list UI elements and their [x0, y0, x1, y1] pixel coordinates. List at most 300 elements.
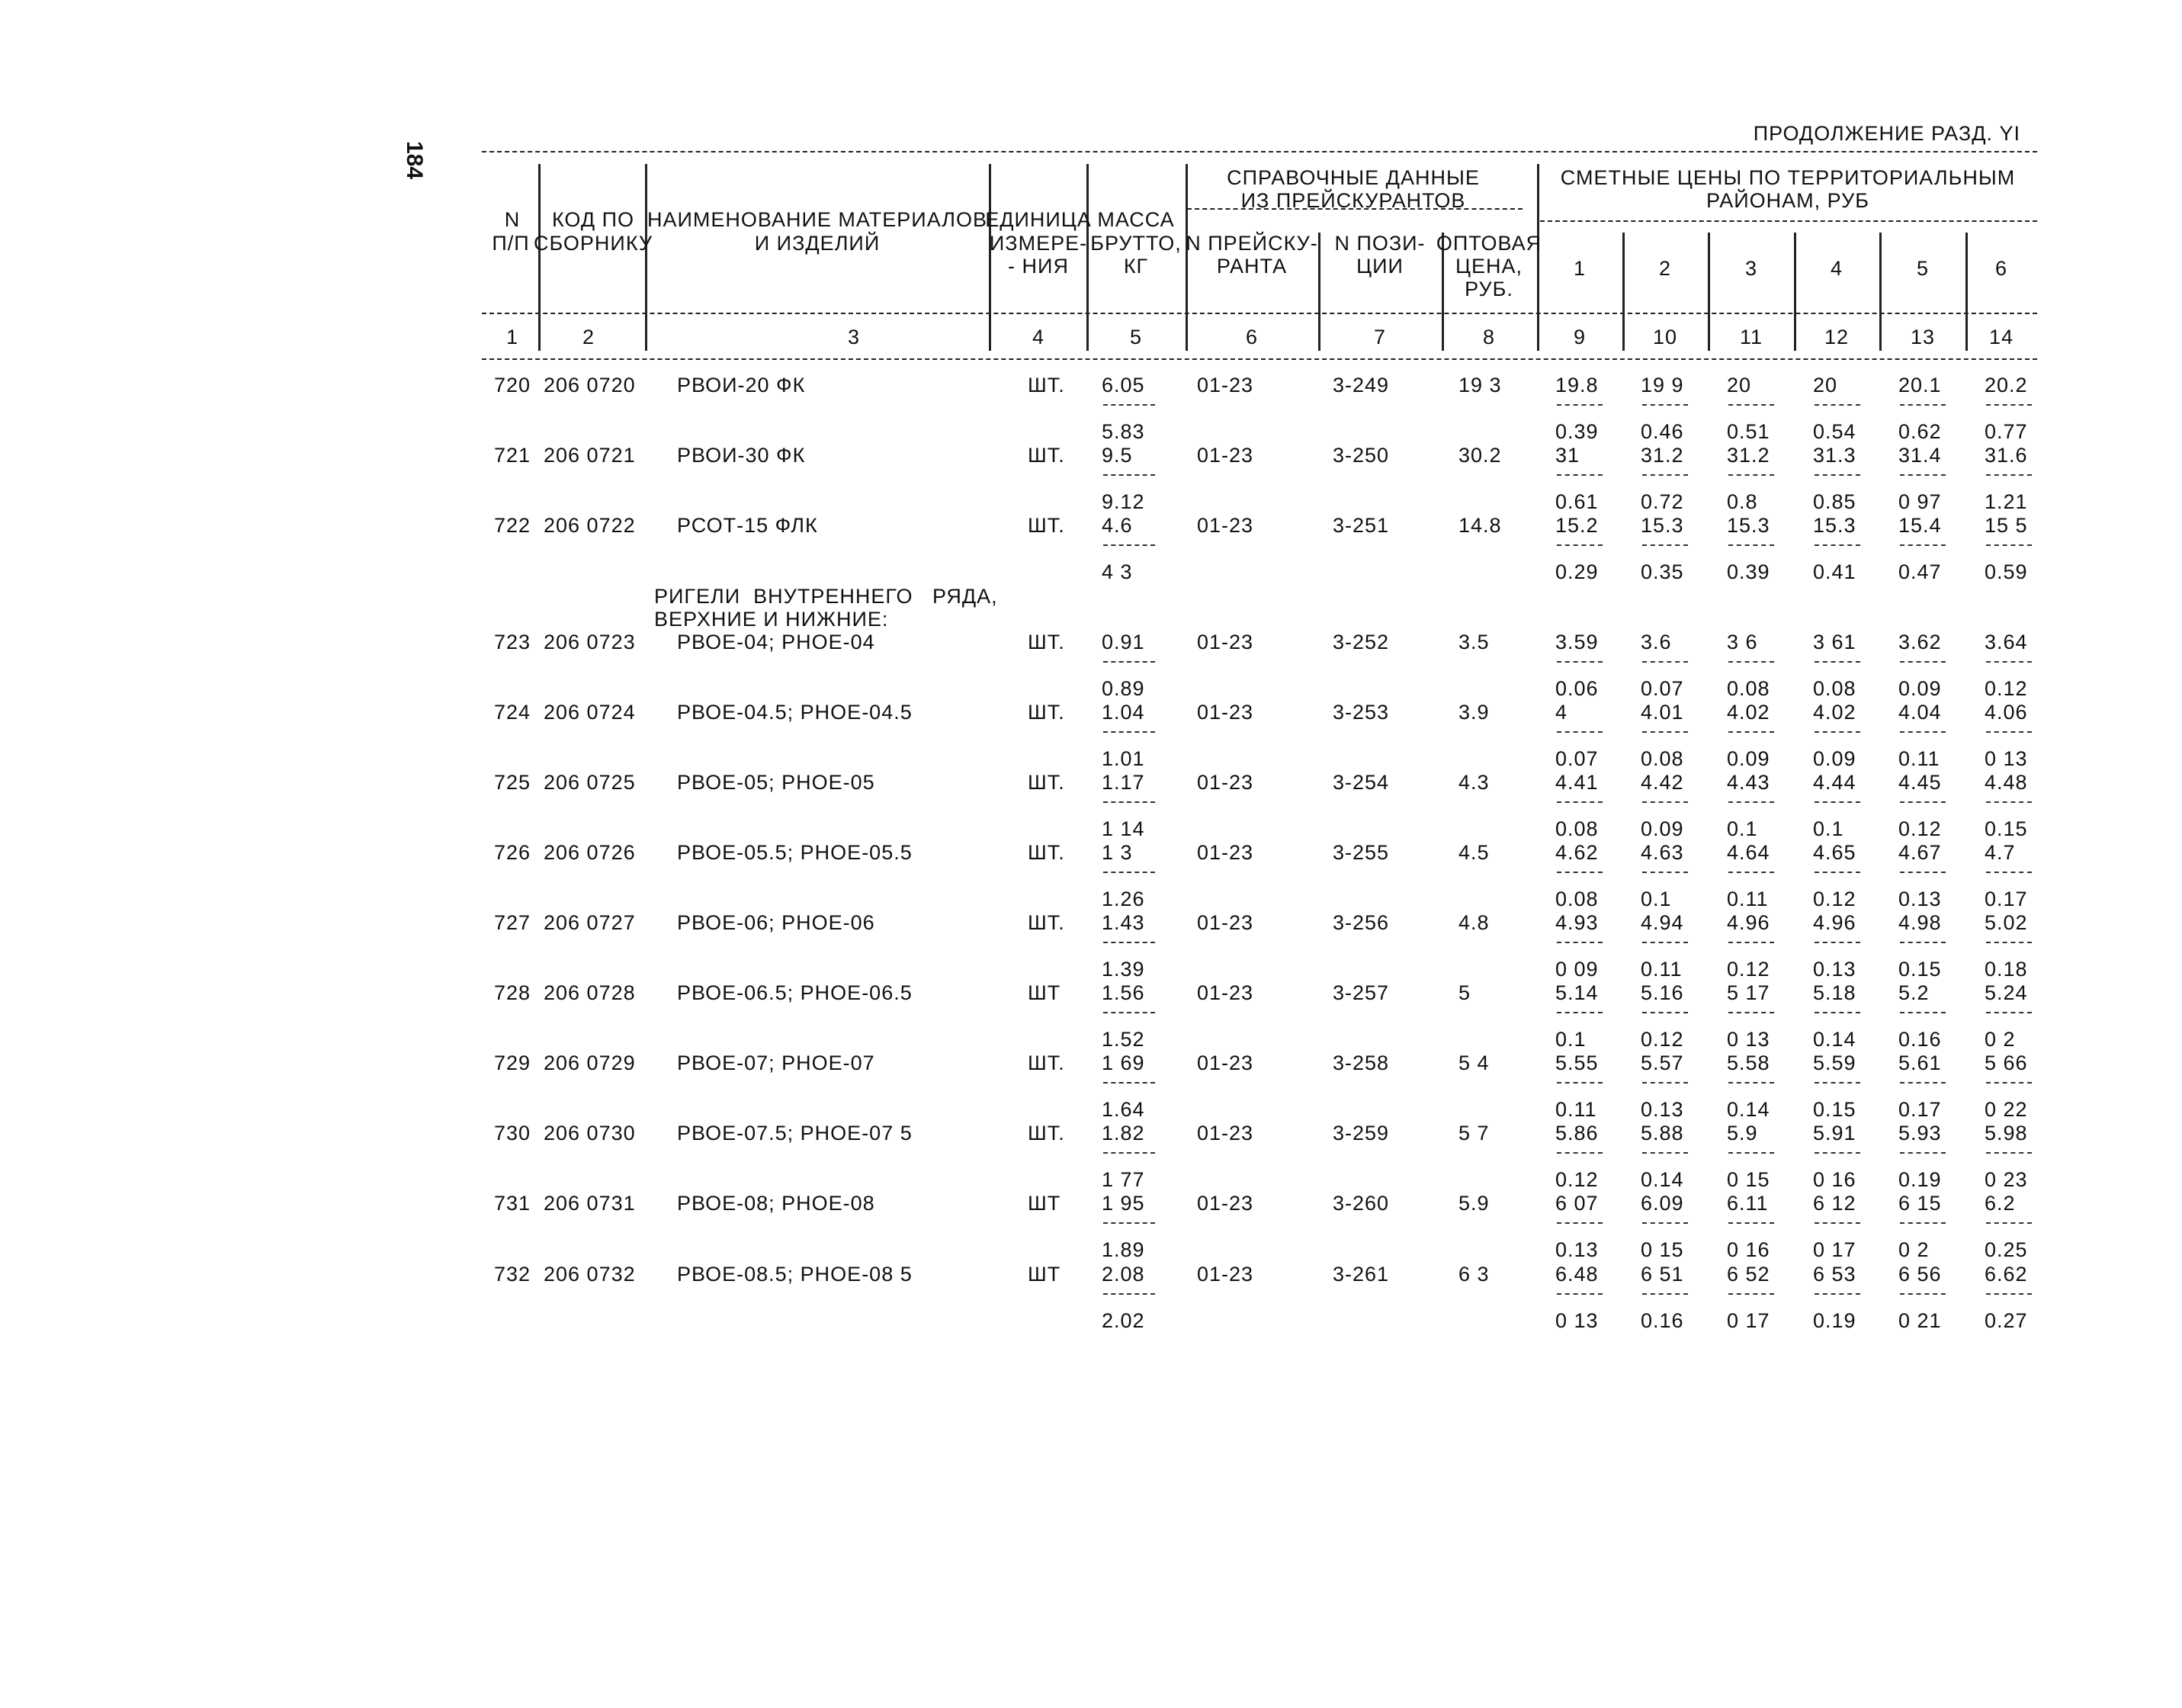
row-estimate-transport: 0.13 — [1555, 1238, 1599, 1261]
price-separator — [1986, 872, 2032, 873]
mass-separator — [1103, 661, 1155, 663]
colnum-7: 7 — [1373, 326, 1387, 348]
row-code: 206 0722 — [544, 514, 636, 537]
header-unit-2: ИЗМЕРЕ- — [989, 232, 1088, 255]
header-pos-2: ЦИИ — [1356, 255, 1404, 278]
row-mass: 4.6 — [1102, 514, 1133, 537]
row-mass-2: 1 77 — [1102, 1168, 1145, 1191]
row-estimate-price: 5.88 — [1641, 1122, 1684, 1145]
price-separator — [1900, 1152, 1946, 1154]
row-mass-2: 1.89 — [1102, 1238, 1145, 1261]
row-estimate-price: 20 — [1727, 374, 1752, 396]
row-estimate-price: 4.44 — [1813, 771, 1856, 794]
row-mass-2: 2.02 — [1102, 1309, 1145, 1332]
row-estimate-transport: 0 09 — [1555, 958, 1599, 981]
row-pricelist: 01-23 — [1197, 1051, 1254, 1074]
row-unit: ШТ. — [1028, 631, 1065, 653]
price-separator — [1815, 872, 1860, 873]
price-separator — [1986, 731, 2032, 733]
row-number: 725 — [494, 771, 531, 794]
row-estimate-transport: 0.07 — [1641, 677, 1684, 700]
row-mass-2: 9.12 — [1102, 490, 1145, 513]
price-separator — [1557, 942, 1603, 943]
mass-separator — [1103, 1293, 1155, 1295]
price-separator — [1900, 801, 1946, 803]
row-estimate-transport: 0 17 — [1813, 1238, 1856, 1261]
colnum-12: 12 — [1824, 326, 1850, 348]
row-estimate-transport: 0.08 — [1555, 888, 1599, 910]
row-estimate-transport: 0 22 — [1985, 1098, 2028, 1121]
row-estimate-price: 3.6 — [1641, 631, 1672, 653]
price-separator — [1642, 1222, 1688, 1224]
row-estimate-price: 6.2 — [1985, 1192, 2016, 1215]
row-mass: 1 3 — [1102, 841, 1133, 864]
row-estimate-transport: 0 16 — [1813, 1168, 1856, 1191]
row-pricelist: 01-23 — [1197, 514, 1254, 537]
header-name-1: НАИМЕНОВАНИЕ МАТЕРИАЛОВ — [647, 208, 988, 231]
row-estimate-transport: 0.11 — [1641, 958, 1683, 981]
row-mass: 1.43 — [1102, 911, 1145, 934]
row-name: РВОЕ-07.5; РНОЕ-07 5 — [677, 1122, 913, 1145]
row-mass-2: 1.64 — [1102, 1098, 1145, 1121]
sep-13 — [1965, 233, 1968, 351]
price-separator — [1642, 872, 1688, 873]
row-estimate-price: 5.98 — [1985, 1122, 2028, 1145]
header-ref-2: ИЗ ПРЕЙСКУРАНТОВ — [1240, 189, 1466, 212]
header-name-2: И ИЗДЕЛИЙ — [754, 232, 881, 255]
row-estimate-price: 6 15 — [1898, 1192, 1942, 1215]
row-mass: 6.05 — [1102, 374, 1145, 396]
price-separator — [1986, 1222, 2032, 1224]
row-estimate-transport: 0.16 — [1898, 1028, 1942, 1051]
row-estimate-transport: 0.1 — [1813, 817, 1844, 840]
row-wholesale-price: 6 3 — [1458, 1263, 1490, 1286]
header-region-4: 4 — [1830, 257, 1843, 280]
price-separator — [1642, 544, 1688, 546]
row-unit: ШТ — [1028, 1263, 1061, 1286]
row-estimate-price: 31.4 — [1898, 444, 1942, 467]
row-estimate-transport: 0.72 — [1641, 490, 1684, 513]
row-pricelist: 01-23 — [1197, 1263, 1254, 1286]
row-mass: 1 69 — [1102, 1051, 1145, 1074]
row-estimate-price: 3.64 — [1985, 631, 2028, 653]
row-estimate-transport: 0.15 — [1898, 958, 1942, 981]
row-estimate-transport: 0.54 — [1813, 420, 1856, 443]
row-mass: 2.08 — [1102, 1263, 1145, 1286]
header-mass-1: МАССА — [1097, 208, 1175, 231]
colnum-3: 3 — [847, 326, 861, 348]
price-separator — [1986, 1082, 2032, 1084]
price-separator — [1557, 1152, 1603, 1154]
price-separator — [1557, 1222, 1603, 1224]
row-estimate-price: 3.62 — [1898, 631, 1942, 653]
price-separator — [1642, 474, 1688, 476]
row-estimate-price: 5.55 — [1555, 1051, 1599, 1074]
row-estimate-transport: 0.13 — [1641, 1098, 1684, 1121]
price-separator — [1986, 1012, 2032, 1013]
row-estimate-transport: 0.18 — [1985, 958, 2028, 981]
price-separator — [1900, 731, 1946, 733]
header-mass-3: КГ — [1123, 255, 1149, 278]
row-code: 206 0729 — [544, 1051, 636, 1074]
row-estimate-price: 15 5 — [1985, 514, 2028, 537]
row-code: 206 0730 — [544, 1122, 636, 1145]
row-number: 731 — [494, 1192, 531, 1215]
group-heading-line-2: ВЕРХНИЕ И НИЖНИЕ: — [654, 608, 889, 631]
row-estimate-price: 4.04 — [1898, 701, 1942, 724]
row-name: РВОИ-20 ФК — [677, 374, 806, 396]
row-estimate-transport: 0.11 — [1898, 747, 1940, 770]
colnum-11: 11 — [1739, 326, 1763, 348]
row-estimate-price: 6 07 — [1555, 1192, 1599, 1215]
price-separator — [1986, 404, 2032, 406]
row-estimate-transport: 0.62 — [1898, 420, 1942, 443]
row-name: РВОЕ-08; РНОЕ-08 — [677, 1192, 875, 1215]
price-separator — [1642, 404, 1688, 406]
row-estimate-price: 6 52 — [1727, 1263, 1770, 1286]
row-estimate-price: 5.24 — [1985, 981, 2028, 1004]
row-estimate-price: 15.2 — [1555, 514, 1599, 537]
row-estimate-transport: 0 13 — [1555, 1309, 1599, 1332]
sep-11 — [1794, 233, 1796, 351]
row-estimate-price: 4.65 — [1813, 841, 1856, 864]
price-separator — [1642, 1293, 1688, 1295]
mass-separator — [1103, 942, 1155, 943]
row-wholesale-price: 5 7 — [1458, 1122, 1490, 1145]
row-number: 729 — [494, 1051, 531, 1074]
price-separator — [1728, 1082, 1774, 1084]
row-wholesale-price: 4.3 — [1458, 771, 1490, 794]
row-mass: 1 95 — [1102, 1192, 1145, 1215]
mass-separator — [1103, 731, 1155, 733]
row-pricelist: 01-23 — [1197, 701, 1254, 724]
row-number: 730 — [494, 1122, 531, 1145]
header-unit-1: ЕДИНИЦА — [985, 208, 1092, 231]
row-unit: ШТ — [1028, 981, 1061, 1004]
page-number: 184 — [402, 141, 427, 180]
price-separator — [1986, 474, 2032, 476]
row-estimate-price: 3 6 — [1727, 631, 1758, 653]
row-estimate-transport: 0.17 — [1985, 888, 2028, 910]
row-estimate-price: 4.64 — [1727, 841, 1770, 864]
price-separator — [1557, 661, 1603, 663]
price-separator — [1642, 801, 1688, 803]
price-separator — [1815, 661, 1860, 663]
mass-separator — [1103, 404, 1155, 406]
row-estimate-price: 15.3 — [1727, 514, 1770, 537]
row-number: 724 — [494, 701, 531, 724]
row-estimate-price: 20.1 — [1898, 374, 1942, 396]
row-wholesale-price: 4.8 — [1458, 911, 1490, 934]
row-estimate-price: 4.63 — [1641, 841, 1684, 864]
row-unit: ШТ. — [1028, 444, 1065, 467]
row-estimate-price: 4.06 — [1985, 701, 2028, 724]
header-whole-2: ЦЕНА, — [1455, 255, 1523, 278]
row-estimate-price: 5.14 — [1555, 981, 1599, 1004]
row-estimate-transport: 0.1 — [1641, 888, 1672, 910]
price-separator — [1900, 474, 1946, 476]
row-estimate-transport: 0.12 — [1555, 1168, 1599, 1191]
row-code: 206 0721 — [544, 444, 636, 467]
header-region-5: 5 — [1916, 257, 1930, 280]
row-estimate-transport: 0.77 — [1985, 420, 2028, 443]
row-estimate-transport: 0.06 — [1555, 677, 1599, 700]
price-separator — [1728, 474, 1774, 476]
row-estimate-transport: 0.09 — [1641, 817, 1684, 840]
row-number: 726 — [494, 841, 531, 864]
row-estimate-price: 4.01 — [1641, 701, 1684, 724]
sep-2 — [645, 164, 647, 351]
header-region-2: 2 — [1658, 257, 1672, 280]
row-estimate-price: 15.3 — [1813, 514, 1856, 537]
row-estimate-transport: 0.85 — [1813, 490, 1856, 513]
row-estimate-transport: 0.08 — [1555, 817, 1599, 840]
row-estimate-price: 4.42 — [1641, 771, 1684, 794]
row-wholesale-price: 5 — [1458, 981, 1471, 1004]
row-estimate-transport: 0.1 — [1727, 817, 1758, 840]
row-name: РВОЕ-04; РНОЕ-04 — [677, 631, 875, 653]
row-position: 3-258 — [1333, 1051, 1390, 1074]
header-whole-1: ОПТОВАЯ — [1436, 232, 1542, 255]
row-estimate-price: 5.9 — [1727, 1122, 1758, 1145]
mass-separator — [1103, 474, 1155, 476]
price-separator — [1815, 544, 1860, 546]
price-separator — [1728, 661, 1774, 663]
price-separator — [1642, 1152, 1688, 1154]
row-unit: ШТ. — [1028, 701, 1065, 724]
row-estimate-price: 31 — [1555, 444, 1580, 467]
price-separator — [1900, 1082, 1946, 1084]
row-estimate-price: 6.09 — [1641, 1192, 1684, 1215]
row-estimate-transport: 0.47 — [1898, 560, 1942, 583]
row-estimate-price: 3.59 — [1555, 631, 1599, 653]
price-separator — [1900, 872, 1946, 873]
row-estimate-price: 4.45 — [1898, 771, 1942, 794]
row-estimate-transport: 0.25 — [1985, 1238, 2028, 1261]
row-estimate-transport: 0.19 — [1898, 1168, 1942, 1191]
row-estimate-transport: 0.46 — [1641, 420, 1684, 443]
row-estimate-price: 20.2 — [1985, 374, 2028, 396]
row-estimate-price: 31.2 — [1641, 444, 1684, 467]
header-pricelist-1: N ПРЕЙСКУ- — [1186, 232, 1318, 255]
row-unit: ШТ. — [1028, 911, 1065, 934]
mass-separator — [1103, 1152, 1155, 1154]
row-estimate-transport: 0.8 — [1727, 490, 1758, 513]
mass-separator — [1103, 1012, 1155, 1013]
price-separator — [1815, 1012, 1860, 1013]
row-code: 206 0725 — [544, 771, 636, 794]
price-separator — [1900, 1012, 1946, 1013]
row-pricelist: 01-23 — [1197, 374, 1254, 396]
row-number: 732 — [494, 1263, 531, 1286]
row-estimate-transport: 0.07 — [1555, 747, 1599, 770]
price-separator — [1728, 872, 1774, 873]
row-estimate-transport: 0.19 — [1813, 1309, 1856, 1332]
sep-3 — [989, 164, 991, 351]
rule-colnum-bottom — [482, 358, 2037, 360]
row-estimate-transport: 0.13 — [1898, 888, 1942, 910]
price-separator — [1900, 404, 1946, 406]
price-separator — [1900, 544, 1946, 546]
row-unit: ШТ — [1028, 1192, 1061, 1215]
row-position: 3-259 — [1333, 1122, 1390, 1145]
row-estimate-transport: 0.12 — [1727, 958, 1770, 981]
row-position: 3-253 — [1333, 701, 1390, 724]
row-estimate-transport: 0.59 — [1985, 560, 2028, 583]
price-separator — [1728, 1293, 1774, 1295]
mass-separator — [1103, 872, 1155, 873]
row-estimate-price: 4.96 — [1727, 911, 1770, 934]
group-heading-line-1: РИГЕЛИ ВНУТРЕННЕГО РЯДА, — [654, 585, 998, 608]
header-region-1: 1 — [1573, 257, 1587, 280]
header-unit-3: - НИЯ — [1008, 255, 1069, 278]
row-estimate-transport: 0 15 — [1641, 1238, 1684, 1261]
row-estimate-transport: 0.35 — [1641, 560, 1684, 583]
row-estimate-transport: 0.51 — [1727, 420, 1770, 443]
continuation-label: ПРОДОЛЖЕНИЕ РАЗД. YI — [1753, 122, 2020, 145]
price-separator — [1900, 1222, 1946, 1224]
row-name: РВОЕ-08.5; РНОЕ-08 5 — [677, 1263, 913, 1286]
header-pos-1: N ПОЗИ- — [1334, 232, 1426, 255]
price-separator — [1728, 942, 1774, 943]
row-position: 3-251 — [1333, 514, 1390, 537]
row-estimate-price: 5.93 — [1898, 1122, 1942, 1145]
row-estimate-price: 15.4 — [1898, 514, 1942, 537]
colnum-13: 13 — [1910, 326, 1936, 348]
sep-10 — [1708, 233, 1710, 351]
price-separator — [1557, 1293, 1603, 1295]
price-separator — [1900, 942, 1946, 943]
price-separator — [1557, 404, 1603, 406]
header-pricelist-2: РАНТА — [1216, 255, 1288, 278]
sep-12 — [1879, 233, 1882, 351]
row-wholesale-price: 4.5 — [1458, 841, 1490, 864]
row-estimate-price: 4.02 — [1727, 701, 1770, 724]
row-number: 727 — [494, 911, 531, 934]
header-ref-1: СПРАВОЧНЫЕ ДАННЫЕ — [1227, 166, 1480, 189]
row-estimate-transport: 0.09 — [1813, 747, 1856, 770]
header-mass-2: БРУТТО, — [1090, 232, 1182, 255]
sep-4 — [1086, 164, 1089, 351]
row-position: 3-249 — [1333, 374, 1390, 396]
sep-5 — [1186, 164, 1188, 351]
row-estimate-price: 6.62 — [1985, 1263, 2028, 1286]
row-estimate-transport: 0.09 — [1898, 677, 1942, 700]
row-pricelist: 01-23 — [1197, 981, 1254, 1004]
row-unit: ШТ. — [1028, 1122, 1065, 1145]
colnum-4: 4 — [1032, 326, 1045, 348]
row-position: 3-256 — [1333, 911, 1390, 934]
row-mass: 0.91 — [1102, 631, 1145, 653]
row-estimate-transport: 0.11 — [1727, 888, 1769, 910]
price-separator — [1557, 544, 1603, 546]
price-separator — [1900, 661, 1946, 663]
row-estimate-transport: 0 13 — [1727, 1028, 1770, 1051]
row-estimate-transport: 0.29 — [1555, 560, 1599, 583]
row-estimate-transport: 0.39 — [1727, 560, 1770, 583]
price-separator — [1557, 731, 1603, 733]
row-mass: 1.17 — [1102, 771, 1145, 794]
price-separator — [1815, 801, 1860, 803]
row-estimate-transport: 0 16 — [1727, 1238, 1770, 1261]
row-estimate-transport: 0.14 — [1813, 1028, 1856, 1051]
price-separator — [1728, 1012, 1774, 1013]
price-separator — [1815, 731, 1860, 733]
row-number: 720 — [494, 374, 531, 396]
colnum-6: 6 — [1245, 326, 1259, 348]
row-position: 3-260 — [1333, 1192, 1390, 1215]
price-separator — [1986, 1293, 2032, 1295]
row-name: РСОТ-15 ФЛК — [677, 514, 818, 537]
row-estimate-price: 6 12 — [1813, 1192, 1856, 1215]
price-separator — [1815, 1293, 1860, 1295]
row-number: 728 — [494, 981, 531, 1004]
price-separator — [1557, 801, 1603, 803]
colnum-1: 1 — [505, 326, 519, 348]
row-mass: 1.04 — [1102, 701, 1145, 724]
header-code-1: КОД ПО — [551, 208, 635, 231]
price-separator — [1986, 661, 2032, 663]
price-separator — [1642, 731, 1688, 733]
mass-separator — [1103, 544, 1155, 546]
price-separator — [1815, 1152, 1860, 1154]
row-code: 206 0724 — [544, 701, 636, 724]
row-mass-2: 0.89 — [1102, 677, 1145, 700]
row-estimate-price: 4.62 — [1555, 841, 1599, 864]
row-estimate-price: 4.7 — [1985, 841, 2016, 864]
row-estimate-price: 4.48 — [1985, 771, 2028, 794]
rule-top — [482, 151, 2037, 152]
row-name: РВОЕ-04.5; РНОЕ-04.5 — [677, 701, 913, 724]
row-estimate-transport: 0.08 — [1641, 747, 1684, 770]
row-code: 206 0727 — [544, 911, 636, 934]
row-mass: 1.82 — [1102, 1122, 1145, 1145]
row-estimate-price: 3 61 — [1813, 631, 1856, 653]
row-name: РВОЕ-05.5; РНОЕ-05.5 — [677, 841, 913, 864]
colnum-8: 8 — [1482, 326, 1496, 348]
row-estimate-price: 5 17 — [1727, 981, 1770, 1004]
row-estimate-price: 5.58 — [1727, 1051, 1770, 1074]
row-pricelist: 01-23 — [1197, 1122, 1254, 1145]
row-estimate-transport: 1.21 — [1985, 490, 2028, 513]
row-code: 206 0723 — [544, 631, 636, 653]
row-estimate-transport: 0.1 — [1555, 1028, 1587, 1051]
price-separator — [1986, 801, 2032, 803]
row-mass-2: 1.39 — [1102, 958, 1145, 981]
row-estimate-price: 4.98 — [1898, 911, 1942, 934]
row-position: 3-261 — [1333, 1263, 1390, 1286]
price-separator — [1815, 404, 1860, 406]
row-position: 3-250 — [1333, 444, 1390, 467]
row-estimate-price: 5.61 — [1898, 1051, 1942, 1074]
row-number: 721 — [494, 444, 531, 467]
price-separator — [1986, 942, 2032, 943]
row-estimate-price: 4.93 — [1555, 911, 1599, 934]
price-separator — [1557, 1082, 1603, 1084]
row-estimate-transport: 0 13 — [1985, 747, 2028, 770]
row-estimate-transport: 0.27 — [1985, 1309, 2028, 1332]
row-estimate-transport: 0 97 — [1898, 490, 1942, 513]
row-estimate-price: 19 9 — [1641, 374, 1684, 396]
row-estimate-price: 15.3 — [1641, 514, 1684, 537]
price-separator — [1728, 801, 1774, 803]
row-name: РВОЕ-06; РНОЕ-06 — [677, 911, 875, 934]
row-mass-2: 1.26 — [1102, 888, 1145, 910]
row-mass-2: 4 3 — [1102, 560, 1133, 583]
row-estimate-price: 4.96 — [1813, 911, 1856, 934]
price-separator — [1642, 661, 1688, 663]
row-estimate-transport: 0 2 — [1898, 1238, 1930, 1261]
